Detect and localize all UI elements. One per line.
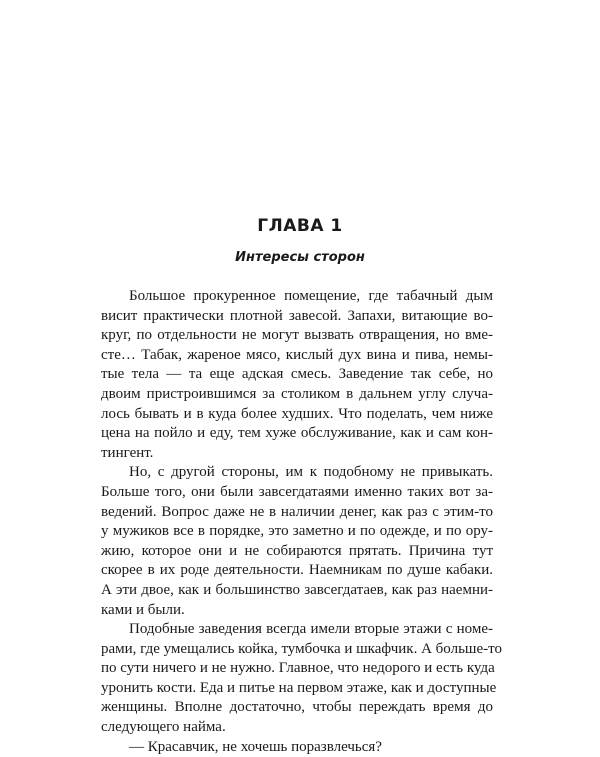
chapter-body (101, 287, 502, 757)
text-line: Подобные заведения всегда имели вторые этажи с номе- (129, 621, 493, 638)
text-line: висит практически плотной завесой. Запахи, витающие во- (101, 307, 493, 324)
text-line: Но, с другой стороны, им к подобному не привыкать. (129, 464, 493, 481)
text-line: уронить кости. Еда и питье на первом этаже, как и доступные (101, 679, 497, 696)
text-line: круг, по отдельности не могут вызвать отвращения, но вме- (101, 327, 493, 344)
chapter-subtitle: Интересы сторон (235, 250, 365, 265)
text-line: по сути ничего и не нужно. Главное, что недорого и есть куда (101, 660, 495, 677)
text-line: тые тела — та еще адская смесь. Заведение так себе, но (101, 366, 493, 383)
chapter-title: ГЛАВА 1 (257, 216, 343, 236)
text-line: двоим пристроившимся за столиком в дальнем углу случа- (101, 385, 493, 402)
text-line: следующего найма. (101, 719, 226, 736)
text-line: Большое прокуренное помещение, где табачный дым (129, 288, 493, 304)
text-line: тингент. (101, 444, 154, 461)
text-line: скорее в их роде деятельности. Наемникам по душе кабаки. (101, 562, 493, 579)
text-line: А эти двое, как и большинство завсегдатаев, как раз наемни- (101, 581, 493, 598)
text-line: женщины. Вполне достаточно, чтобы переждать время до (101, 699, 493, 716)
text-line: ведений. Вопрос даже не в наличии денег, как раз с этим-то (101, 503, 493, 520)
text-line: лось бывать и в куда более худших. Что поделать, чем ниже (101, 405, 493, 422)
text-line: ками и были. (101, 601, 185, 618)
text-line: — Красавчик, не хочешь поразвлечься? (129, 738, 382, 755)
text-line: сте… Табак, жареное мясо, кислый дух вина и пива, немы- (101, 346, 493, 363)
text-line: у мужиков все в порядке, это заметно и по одежде, и по ору- (101, 523, 493, 540)
text-line: рами, где умещались койка, тумбочка и шкафчик. А больше-то (101, 640, 502, 657)
text-line: Больше того, они были завсегдатаями именно таких вот за- (101, 483, 493, 500)
text-line: цена на пойло и еду, тем хуже обслуживание, как и сам кон- (101, 425, 493, 442)
text-line: жию, которое они и не собираются прятать. Причина тут (101, 542, 493, 559)
